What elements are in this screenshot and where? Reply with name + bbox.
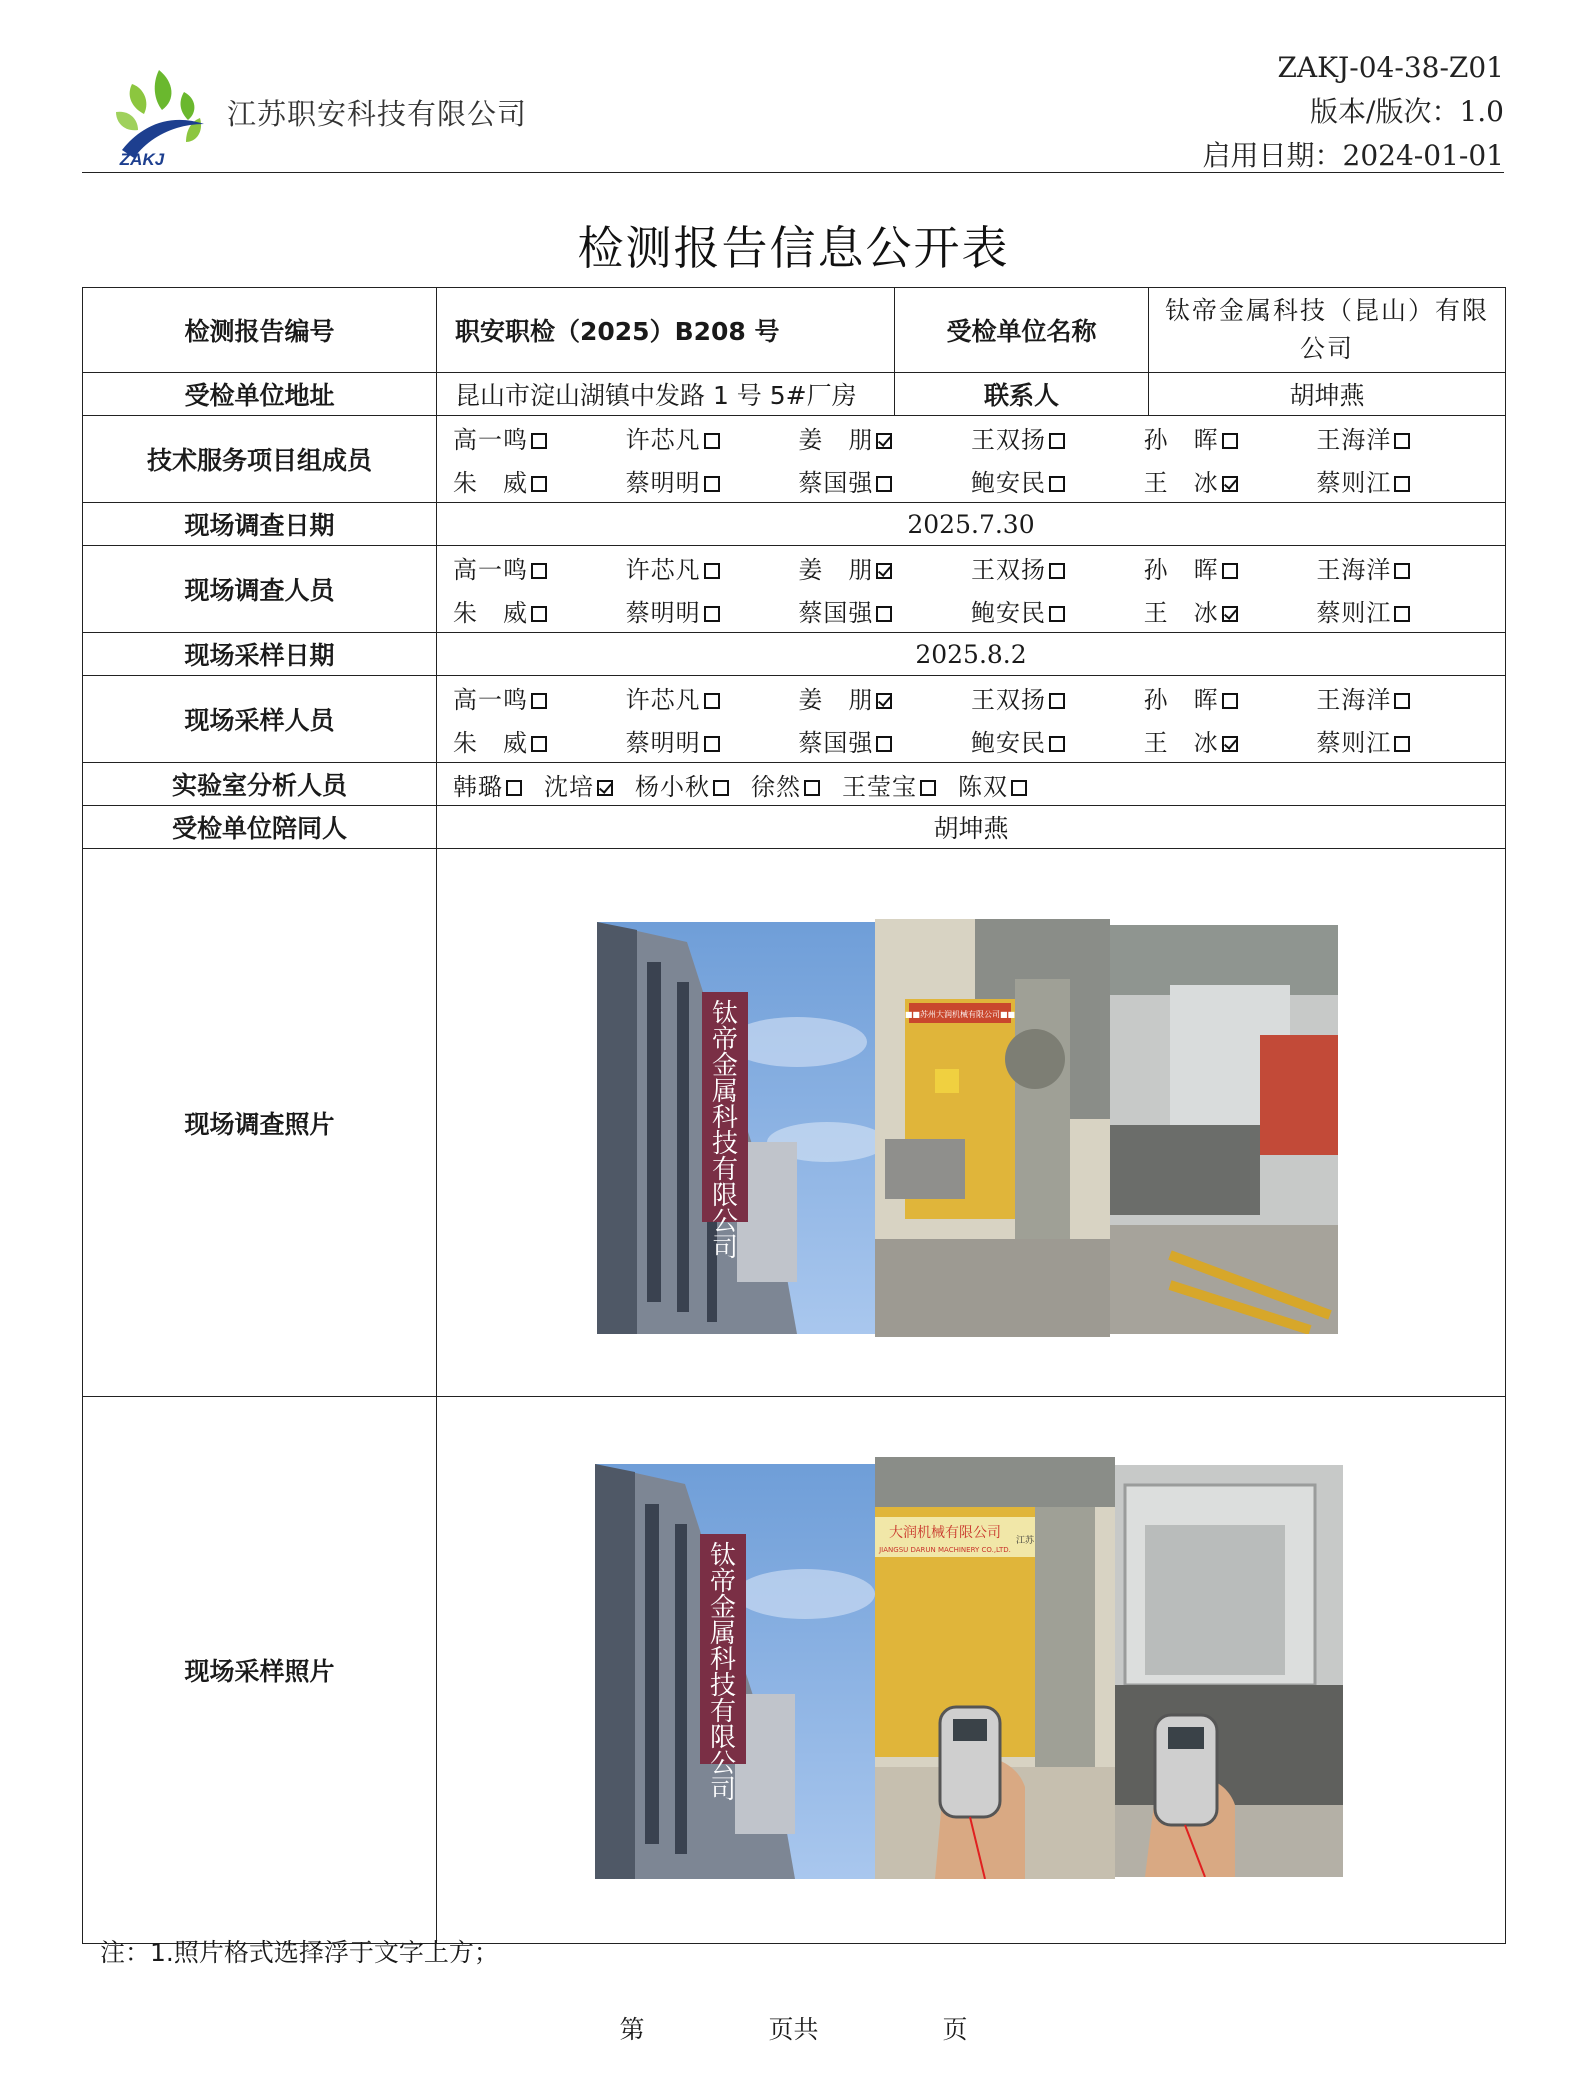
person-entry (453, 723, 626, 758)
report-no-label: 检测报告编号 (83, 288, 437, 373)
person-entry (453, 550, 626, 585)
checked-checkbox-icon[interactable] (876, 693, 892, 709)
person-name: 蔡明明 (625, 729, 701, 757)
sampling-photo-cell (437, 1397, 1506, 1944)
person-name: 孙 晖 (1143, 686, 1219, 714)
person-entry (1316, 550, 1489, 585)
person-entry (453, 593, 626, 628)
unit-name-value: 钛帝金属科技（昆山）有限公司 (1149, 288, 1506, 373)
person-entry (1316, 593, 1489, 628)
person-name: 朱 威 (453, 469, 528, 497)
checked-checkbox-icon[interactable] (1222, 476, 1238, 492)
page-header (82, 40, 1504, 173)
checkbox-icon[interactable] (704, 476, 720, 492)
table-row (83, 633, 1506, 676)
person-entry (626, 550, 799, 585)
person-name: 许芯凡 (625, 686, 701, 714)
person-entry (1316, 463, 1489, 498)
checkbox-icon[interactable] (1222, 433, 1238, 449)
checkbox-icon[interactable] (804, 780, 820, 796)
person-entry (1316, 680, 1489, 715)
person-entry (1144, 463, 1317, 498)
checkbox-icon[interactable] (1049, 476, 1065, 492)
building-photo (595, 1464, 875, 1879)
table-row (83, 288, 1506, 373)
person-entry (1144, 550, 1317, 585)
sampling-photos (595, 1457, 1343, 1879)
lab-label: 实验室分析人员 (83, 763, 437, 806)
checkbox-icon[interactable] (506, 780, 522, 796)
checkbox-icon[interactable] (704, 606, 720, 622)
survey-people-label: 现场调查人员 (83, 546, 437, 633)
person-entry (971, 593, 1144, 628)
report-no-value: 职安职检（2025）B208 号 (437, 288, 895, 373)
person-entry (453, 767, 522, 802)
person-entry (971, 680, 1144, 715)
address-label: 受检单位地址 (83, 373, 437, 416)
building-sign-text: 钛帝金属科技有限公司 (709, 1541, 737, 1805)
person-name: 许芯凡 (625, 556, 701, 584)
checkbox-icon[interactable] (876, 476, 892, 492)
person-entry (798, 420, 971, 455)
person-entry (453, 680, 626, 715)
person-entry (453, 463, 626, 498)
machine-plate-2: 大润机械有限公司 (889, 1525, 1001, 1541)
table-row (83, 806, 1506, 849)
person-name: 王双扬 (971, 686, 1046, 714)
person-name: 蔡国强 (798, 729, 874, 757)
person-name: 蔡则江 (1316, 469, 1392, 497)
person-name: 朱 威 (453, 599, 528, 627)
footnote: 注：1.照片格式选择浮于文字上方； (100, 1938, 499, 1967)
person-name: 孙 晖 (1143, 556, 1219, 584)
survey-people-value (437, 546, 1506, 633)
checked-checkbox-icon[interactable] (876, 563, 892, 579)
machine-plate-2-en: JIANGSU DARUN MACHINERY CO.,LTD. (879, 1546, 1011, 1554)
person-entry (1144, 593, 1317, 628)
sampling-photo-label: 现场采样照片 (83, 1397, 437, 1944)
table-row (83, 416, 1506, 503)
building-photo (597, 922, 875, 1334)
checkbox-icon[interactable] (1394, 563, 1410, 579)
checkbox-icon[interactable] (531, 563, 547, 579)
survey-date-label: 现场调查日期 (83, 503, 437, 546)
person-name: 高一鸣 (453, 426, 528, 454)
table-row (83, 546, 1506, 633)
table-row (83, 1397, 1506, 1944)
person-entry (626, 420, 799, 455)
document-meta (1203, 46, 1504, 178)
doc-version: 版本/版次：1.0 (1310, 95, 1504, 128)
person-name: 鲍安民 (971, 729, 1046, 757)
lab-value (437, 763, 1506, 806)
person-name: 杨小秋 (635, 772, 710, 801)
checkbox-icon[interactable] (531, 606, 547, 622)
checkbox-icon[interactable] (713, 780, 729, 796)
page-total-label: 页共 (768, 2015, 819, 2044)
person-entry (751, 767, 820, 802)
escort-value: 胡坤燕 (437, 806, 1506, 849)
person-name: 高一鸣 (453, 686, 528, 714)
person-name: 王双扬 (971, 556, 1046, 584)
checkbox-icon[interactable] (704, 563, 720, 579)
checkbox-icon[interactable] (1394, 476, 1410, 492)
checked-checkbox-icon[interactable] (597, 780, 613, 796)
checkbox-icon[interactable] (1049, 433, 1065, 449)
person-entry (842, 767, 936, 802)
person-entry (544, 767, 613, 802)
checkbox-icon[interactable] (531, 433, 547, 449)
person-name: 王双扬 (971, 426, 1046, 454)
person-name: 姜 朋 (798, 556, 874, 584)
sampling-date-label: 现场采样日期 (83, 633, 437, 676)
person-entry (798, 723, 971, 758)
person-name: 蔡国强 (798, 599, 874, 627)
person-entry (798, 680, 971, 715)
person-name: 徐然 (751, 772, 801, 801)
person-entry (798, 593, 971, 628)
checkbox-icon[interactable] (876, 606, 892, 622)
person-name: 蔡明明 (625, 599, 701, 627)
effective-date: 启用日期：2024-01-01 (1202, 139, 1504, 172)
checkbox-icon[interactable] (531, 476, 547, 492)
survey-photo-cell (437, 849, 1506, 1397)
checkbox-icon[interactable] (1394, 606, 1410, 622)
person-entry (971, 723, 1144, 758)
machine-plate-1: ■■苏州大润机械有限公司■■ (904, 1010, 1016, 1019)
survey-date-value: 2025.7.30 (437, 503, 1506, 546)
checkbox-icon[interactable] (920, 780, 936, 796)
checkbox-icon[interactable] (1394, 433, 1410, 449)
checkbox-icon[interactable] (1049, 693, 1065, 709)
sampling-people-value (437, 676, 1506, 763)
checked-checkbox-icon[interactable] (876, 433, 892, 449)
page-footer (0, 2010, 1587, 2046)
unit-name-label: 受检单位名称 (895, 288, 1149, 373)
person-name: 韩璐 (453, 772, 503, 801)
machine-photo-2 (1110, 925, 1338, 1334)
table-row (83, 503, 1506, 546)
person-name: 沈培 (544, 772, 594, 801)
person-entry (1144, 723, 1317, 758)
person-entry (971, 463, 1144, 498)
logo-text: ZAKJ (119, 150, 165, 169)
page-end-label: 页 (942, 2015, 968, 2044)
page-title: 检测报告信息公开表 (577, 221, 1010, 275)
sampling-date-value: 2025.8.2 (437, 633, 1506, 676)
members-value (437, 416, 1506, 503)
checkbox-icon[interactable] (704, 693, 720, 709)
person-name: 孙 晖 (1143, 426, 1219, 454)
checkbox-icon[interactable] (531, 736, 547, 752)
person-name: 陈双 (958, 772, 1008, 801)
person-entry (1316, 420, 1489, 455)
survey-photo-label: 现场调查照片 (83, 849, 437, 1397)
person-name: 王 冰 (1143, 729, 1219, 757)
sampling-people-label: 现场采样人员 (83, 676, 437, 763)
checkbox-icon[interactable] (531, 693, 547, 709)
checkbox-icon[interactable] (1049, 563, 1065, 579)
person-entry (1144, 420, 1317, 455)
person-name: 姜 朋 (798, 686, 874, 714)
person-name: 蔡明明 (625, 469, 701, 497)
checkbox-icon[interactable] (1049, 736, 1065, 752)
person-entry (626, 463, 799, 498)
info-table (82, 287, 1506, 1944)
person-name: 王海洋 (1316, 556, 1392, 584)
person-name: 高一鸣 (453, 556, 528, 584)
checked-checkbox-icon[interactable] (1222, 736, 1238, 752)
person-name: 姜 朋 (798, 426, 874, 454)
person-name: 王海洋 (1316, 686, 1392, 714)
person-entry (958, 767, 1027, 802)
machine-plate-2-cn: 江苏 (1015, 1536, 1035, 1546)
person-entry (798, 550, 971, 585)
checkbox-icon[interactable] (1394, 736, 1410, 752)
sampling-photo-machine (875, 1457, 1115, 1879)
person-entry (1316, 723, 1489, 758)
person-entry (626, 680, 799, 715)
person-name: 蔡则江 (1316, 729, 1392, 757)
person-entry (626, 723, 799, 758)
checkbox-icon[interactable] (1011, 780, 1027, 796)
address-value: 昆山市淀山湖镇中发路 1 号 5#厂房 (437, 373, 895, 416)
person-entry (971, 420, 1144, 455)
escort-label: 受检单位陪同人 (83, 806, 437, 849)
person-entry (798, 463, 971, 498)
person-name: 王莹宝 (842, 772, 917, 801)
checked-checkbox-icon[interactable] (1222, 606, 1238, 622)
person-name: 蔡国强 (798, 469, 874, 497)
doc-code: ZAKJ-04-38-Z01 (1277, 51, 1504, 84)
building-sign-text: 钛帝金属科技有限公司 (711, 999, 739, 1263)
page-label: 第 (619, 2015, 645, 2044)
person-name: 王 冰 (1143, 599, 1219, 627)
person-name: 王 冰 (1143, 469, 1219, 497)
person-name: 朱 威 (453, 729, 528, 757)
checkbox-icon[interactable] (1222, 693, 1238, 709)
person-entry (453, 420, 626, 455)
person-name: 王海洋 (1316, 426, 1392, 454)
checkbox-icon[interactable] (1049, 606, 1065, 622)
person-name: 许芯凡 (625, 426, 701, 454)
company-name: 江苏职安科技有限公司 (227, 97, 528, 131)
checkbox-icon[interactable] (704, 736, 720, 752)
person-name: 蔡则江 (1316, 599, 1392, 627)
contact-label: 联系人 (895, 373, 1149, 416)
members-label: 技术服务项目组成员 (83, 416, 437, 503)
machine-photo-1 (875, 919, 1110, 1337)
checkbox-icon[interactable] (704, 433, 720, 449)
checkbox-icon[interactable] (1222, 563, 1238, 579)
table-row (83, 763, 1506, 806)
table-row (83, 373, 1506, 416)
checkbox-icon[interactable] (1394, 693, 1410, 709)
person-entry (971, 550, 1144, 585)
person-entry (1144, 680, 1317, 715)
checkbox-icon[interactable] (876, 736, 892, 752)
contact-value: 胡坤燕 (1149, 373, 1506, 416)
person-name: 鲍安民 (971, 469, 1046, 497)
survey-photos (597, 919, 1338, 1337)
table-row (83, 849, 1506, 1397)
person-entry (626, 593, 799, 628)
person-entry (635, 767, 729, 802)
sampling-photo-oven (1115, 1465, 1343, 1877)
person-name: 鲍安民 (971, 599, 1046, 627)
table-row (83, 676, 1506, 763)
